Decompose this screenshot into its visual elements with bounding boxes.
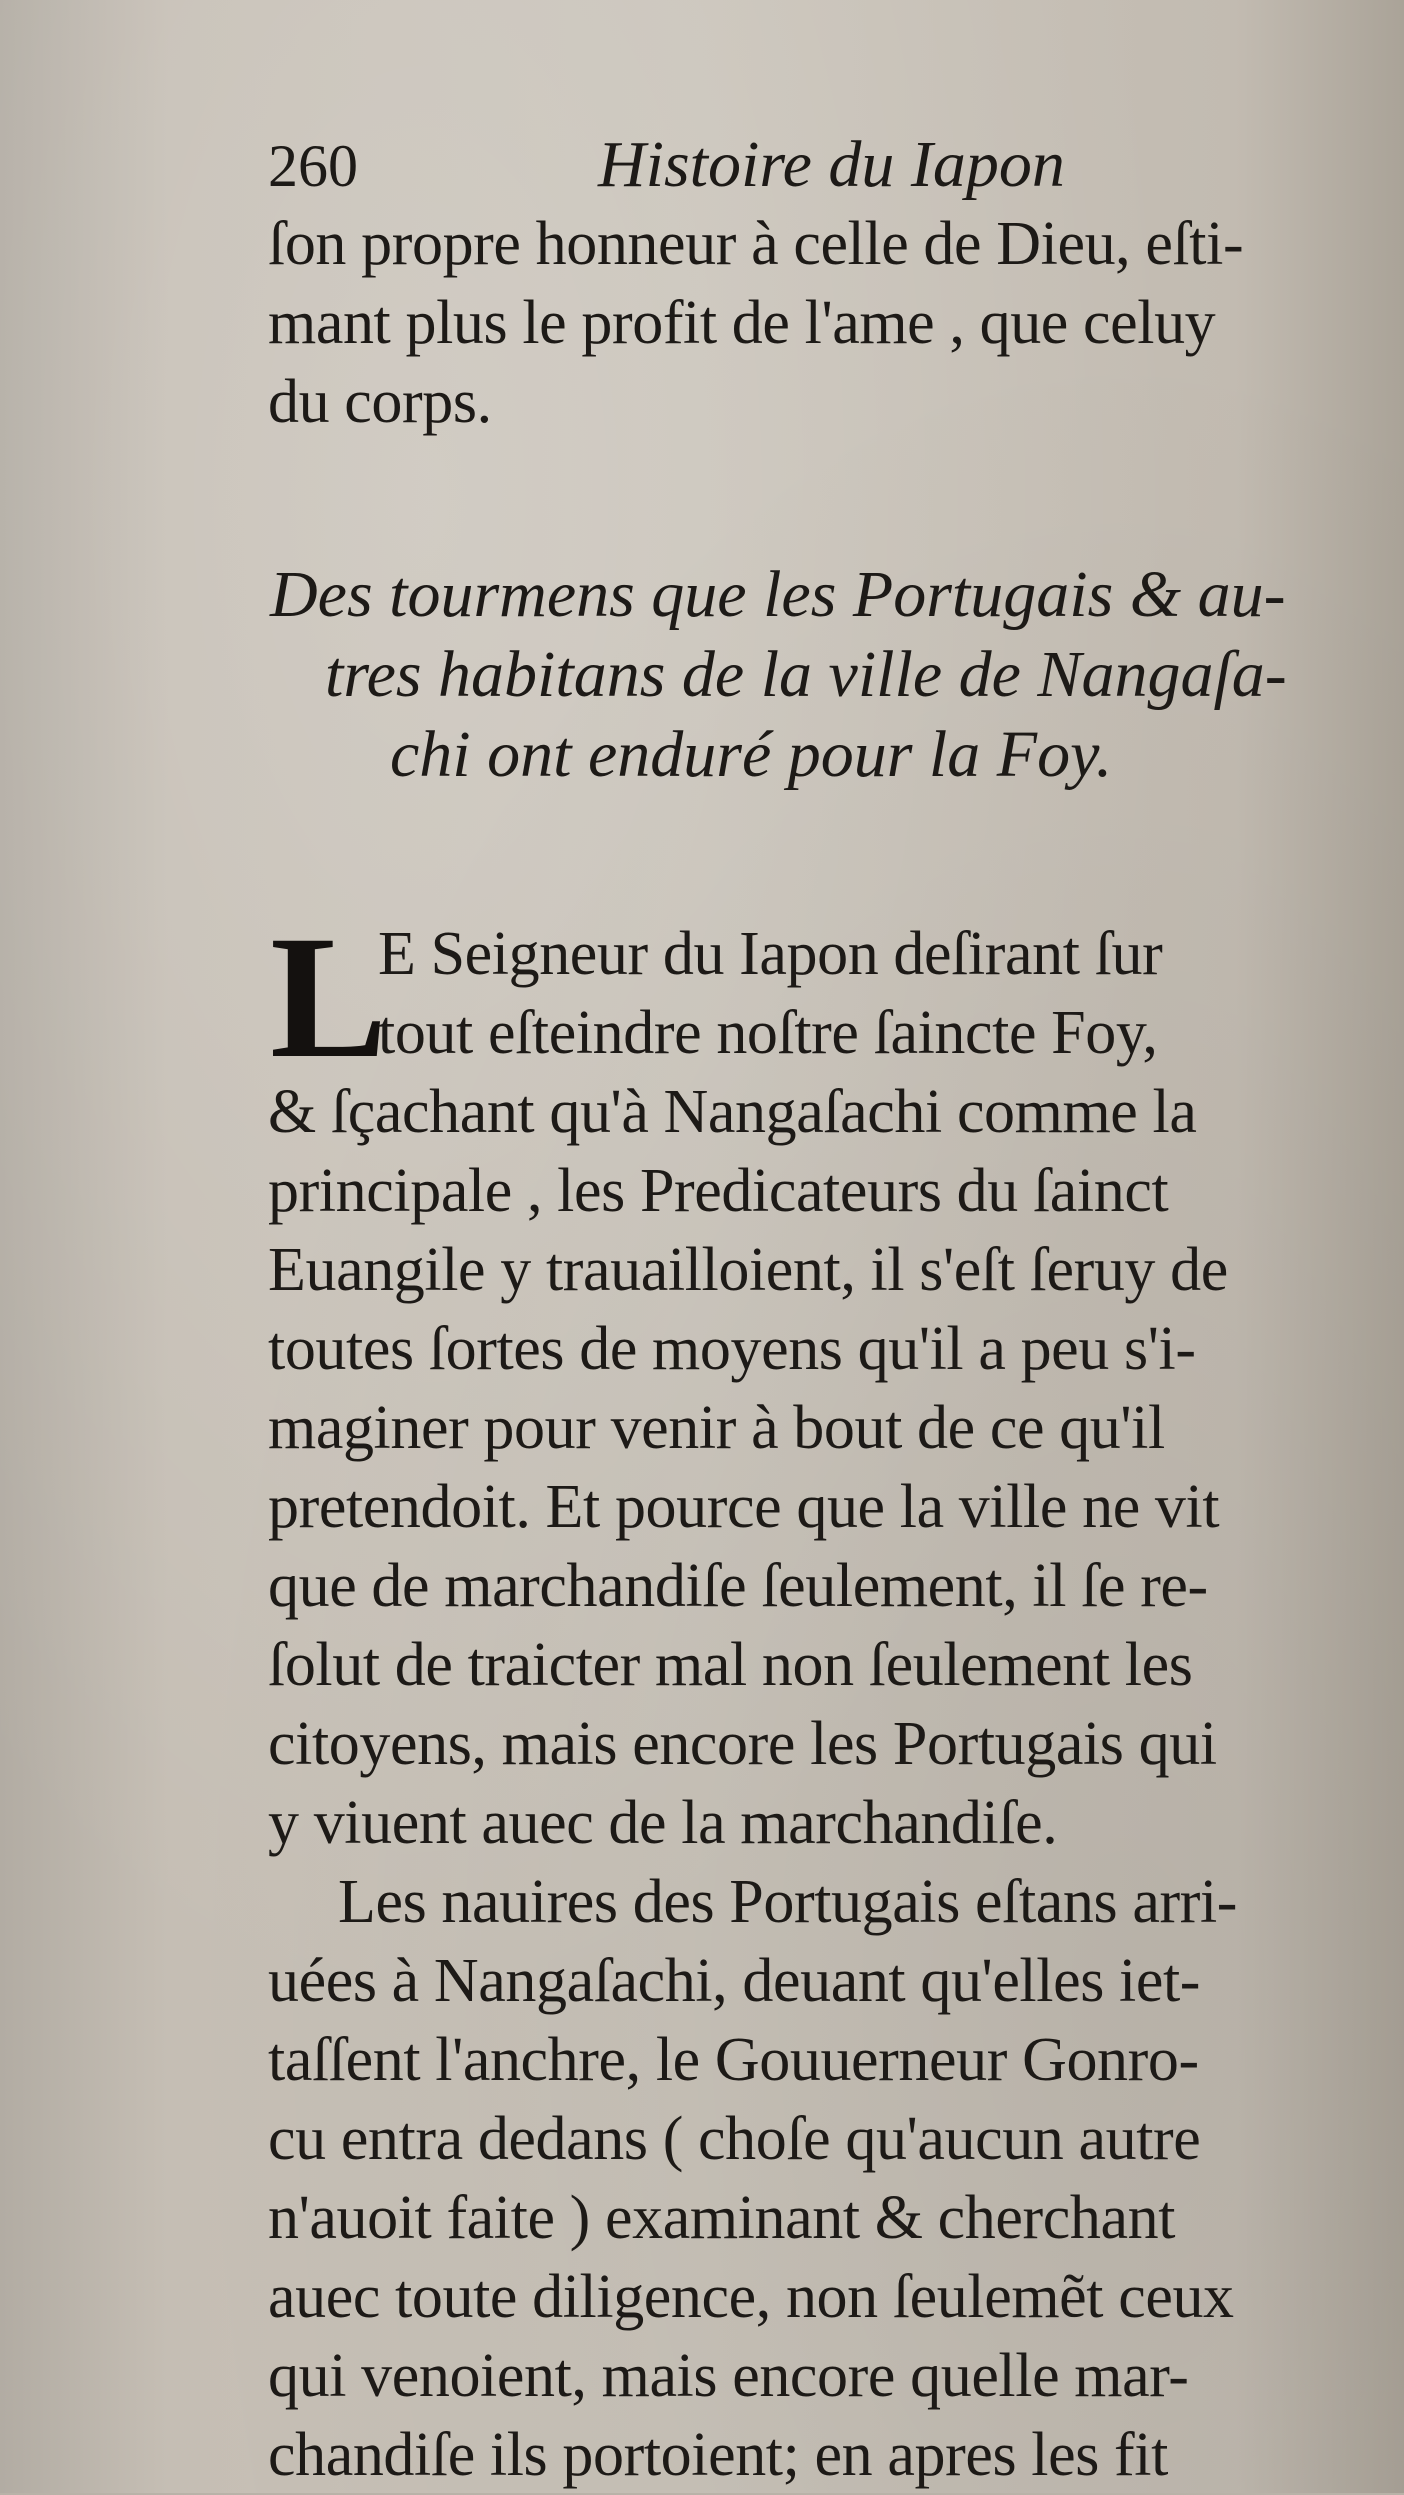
section-heading	[270, 555, 1380, 795]
text-line: toutes ſortes de moyens qu'il a peu s'i-	[268, 1315, 1196, 1383]
text-line-content: tout eſteindre noſtre ſaincte Foy,	[378, 999, 1158, 1067]
text-line: qui venoient, mais encore quelle mar-	[268, 2342, 1189, 2410]
text-line: Euangile y trauailloient, il s'eſt ſeruy de	[268, 1236, 1228, 1304]
text-line	[268, 994, 1378, 1073]
text-line: cu entra dedans ( choſe qu'aucun autre	[268, 2105, 1201, 2173]
heading-line: tres habitans de la ville de Nangaſa-	[325, 638, 1287, 711]
drop-cap: L	[270, 900, 387, 1095]
text-line: y viuent auec de la marchandiſe.	[268, 1789, 1058, 1857]
paragraph-1	[268, 900, 1378, 1863]
body-text	[268, 900, 1378, 2495]
text-line: chandiſe ils portoient; en apres les fit	[268, 2421, 1168, 2489]
running-title: Histoire du Iapon	[598, 128, 1065, 201]
text-line: maginer pour venir à bout de ce qu'il	[268, 1394, 1165, 1462]
text-line: taſſent l'anchre, le Gouuerneur Gonro-	[268, 2026, 1199, 2094]
heading-line: Des tourmens que les Portugais & au-	[270, 558, 1286, 631]
text-line: uées à Nangaſachi, deuant qu'elles iet-	[268, 1947, 1201, 2015]
page-number: 260	[268, 133, 358, 199]
text-line: auec toute diligence, non ſeulemẽt ceux	[268, 2263, 1234, 2331]
paragraph-2	[268, 1863, 1378, 2495]
text-line: & ſçachant qu'à Nangaſachi comme la	[268, 1078, 1197, 1146]
text-line: Les nauires des Portugais eſtans arri-	[338, 1868, 1238, 1936]
text-line: citoyens, mais encore les Portugais qui	[268, 1710, 1217, 1778]
text-line: n'auoit faite ) examinant & cherchant	[268, 2184, 1176, 2252]
text-line: principale , les Predicateurs du ſainct	[268, 1157, 1169, 1225]
text-line: que de marchandiſe ſeulement, il ſe re-	[268, 1552, 1208, 1620]
text-line: ſon propre honneur à celle de Dieu, eſti-	[268, 210, 1244, 278]
text-line: mant plus le profit de l'ame , que celuy	[268, 289, 1216, 357]
text-line: pretendoit. Et pource que la ville ne vit	[268, 1473, 1220, 1541]
text-line: ſolut de traicter mal non ſeulement les	[268, 1631, 1193, 1699]
page-top	[268, 125, 1378, 442]
running-header	[268, 125, 1378, 205]
text-line: du corps.	[268, 368, 492, 436]
heading-line: chi ont enduré pour la Foy.	[390, 718, 1113, 791]
text-line-content: E Seigneur du Iapon deſirant ſur	[378, 920, 1163, 988]
